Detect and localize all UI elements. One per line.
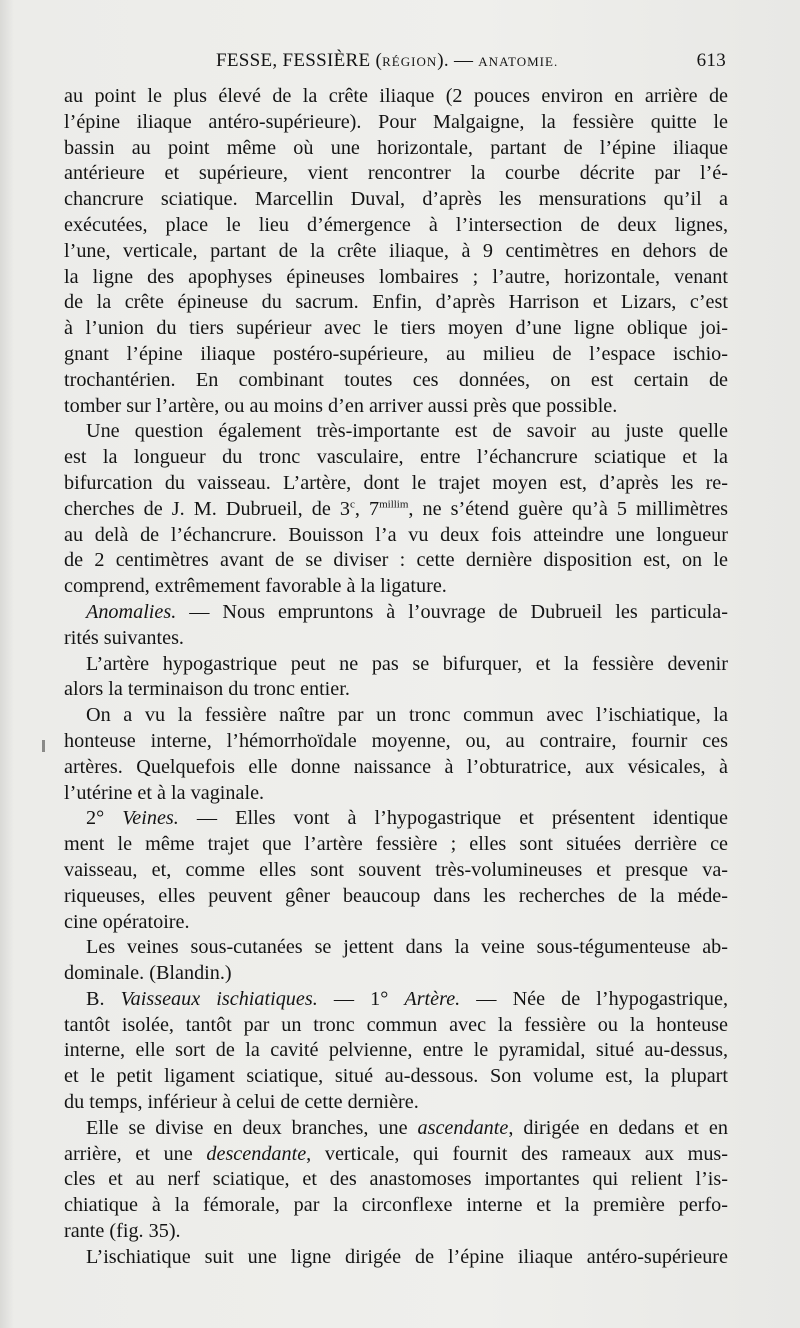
paragraph-start: B. Vaisseaux ischiatiques. — 1° Artère. — Née de l’hypogastrique, <box>86 987 729 1010</box>
paragraph-start: Une question également très-importante est de savoir au juste quelle <box>86 420 728 443</box>
text-line: bifurcation du vaisseau. L’artère, dont le trajet moyen est, d’après les re- <box>64 471 728 494</box>
text-line: l’une, verticale, partant de la crête iliaque, à 9 centimètres en dehors de <box>64 239 728 262</box>
text-line: alors la terminaison du tronc entier. <box>64 678 350 701</box>
paragraph-start: L’ischiatique suit une ligne dirigée de l’épine iliaque antéro-supérieure <box>86 1245 728 1268</box>
text-line: et le petit ligament sciatique, situé au-dessous. Son volume est, la plupart <box>64 1065 728 1088</box>
text-line: gnant l’épine iliaque postéro-supérieure, au milieu de l’espace ischio- <box>64 342 728 365</box>
text-line: bassin au point même où une horizontale, partant de l’épine iliaque <box>64 136 728 159</box>
text-line: au delà de l’échancrure. Bouisson l’a vu deux fois atteindre une longueur <box>64 523 728 546</box>
text-line: dominale. (Blandin.) <box>64 962 232 985</box>
text-line: tantôt isolée, tantôt par un tronc commun avec la fessière ou la honteuse <box>64 1013 728 1036</box>
text-line: comprend, extrêmement favorable à la ligature. <box>64 575 447 598</box>
text-line: interne, elle sort de la cavité pelvienne, entre le pyramidal, situé au-dessus, <box>64 1039 728 1062</box>
text-line: arrière, et une descendante, verticale, qui fournit des rameaux aux mus- <box>64 1142 728 1165</box>
running-head <box>66 50 726 76</box>
paragraph-start: Anomalies. — Nous empruntons à l’ouvrage de Dubrueil les particula- <box>86 600 728 623</box>
text-line: rante (fig. 35). <box>64 1220 181 1243</box>
text-line: à l’union du tiers supérieur avec le tiers moyen d’une ligne oblique joi- <box>64 317 728 340</box>
text-line: rités suivantes. <box>64 626 184 649</box>
paragraph-start: Les veines sous-cutanées se jettent dans la veine sous-tégumenteuse ab- <box>86 936 728 959</box>
text-line: cherches de J. M. Dubrueil, de 3$^c$, $7^{millim}$, ne s’étend guère qu’à 5 millimètres <box>64 497 729 520</box>
text-line: est la longueur du tronc vasculaire, entre l’échancrure sciatique et la <box>64 446 728 469</box>
text-line: de la crête épineuse du sacrum. Enfin, d’après Harrison et Lizars, c’est <box>64 291 728 314</box>
text-line: au point le plus élevé de la crête iliaque (2 pouces environ en arrière de <box>64 85 728 107</box>
margin-mark <box>42 740 45 752</box>
paragraph-start: On a vu la fessière naître par un tronc commun avec l’ischiatique, la <box>86 704 728 727</box>
text-line: exécutées, place le lieu d’émergence à l’intersection de deux lignes, <box>64 213 728 236</box>
text-line: chancrure sciatique. Marcellin Duval, d’après les mensurations qu’il a <box>64 188 728 211</box>
page-number: 613 <box>696 50 726 71</box>
text-line: vaisseau, et, comme elles sont souvent très-volumineuses et presque va- <box>64 858 728 881</box>
paragraph-start: L’artère hypogastrique peut ne pas se bifurquer, et la fessière devenir <box>86 652 728 675</box>
text-line: cles et au nerf sciatique, et des anastomoses importantes qui relient l’is- <box>64 1168 728 1191</box>
body-text <box>64 84 728 1271</box>
text-line: honteuse interne, l’hémorrhoïdale moyenne, ou, au contraire, fournir ces <box>64 729 728 752</box>
text-line: ment le même trajet que l’artère fessière ; elles sont situées derrière ce <box>64 833 728 856</box>
paragraph-start: 2° Veines. — Elles vont à l’hypogastrique et présentent identique <box>86 807 728 830</box>
text-line: l’utérine et à la vaginale. <box>64 781 265 804</box>
text-line: de 2 centimètres avant de se diviser : cette dernière disposition est, on le <box>64 549 728 572</box>
text-line: antérieure et supérieure, vient rencontrer la courbe décrite par l’é- <box>64 162 728 185</box>
text-line: tomber sur l’artère, ou au moins d’en arriver aussi près que possible. <box>64 394 618 417</box>
text-line: l’épine iliaque antéro-supérieure). Pour Malgaigne, la fessière quitte le <box>64 110 728 133</box>
text-line: du temps, inférieur à celui de cette dernière. <box>64 1091 419 1114</box>
text-line: cine opératoire. <box>64 910 190 933</box>
text-line: riqueuses, elles peuvent gêner beaucoup dans les recherches de la méde- <box>64 884 728 907</box>
text-line: trochantérien. En combinant toutes ces données, on est certain de <box>64 368 728 391</box>
text-line: artères. Quelquefois elle donne naissance à l’obturatrice, aux vésicales, à <box>64 755 728 778</box>
paragraph-start: Elle se divise en deux branches, une ascendante, dirigée en dedans et en <box>86 1116 728 1139</box>
running-head-title: FESSE, FESSIÈRE (RÉGION). — ANATOMIE. <box>216 50 559 71</box>
text-line: la ligne des apophyses épineuses lombaires ; l’autre, horizontale, venant <box>64 265 728 288</box>
text-line: chiatique à la fémorale, par la circonflexe interne et la première perfo- <box>64 1194 728 1217</box>
